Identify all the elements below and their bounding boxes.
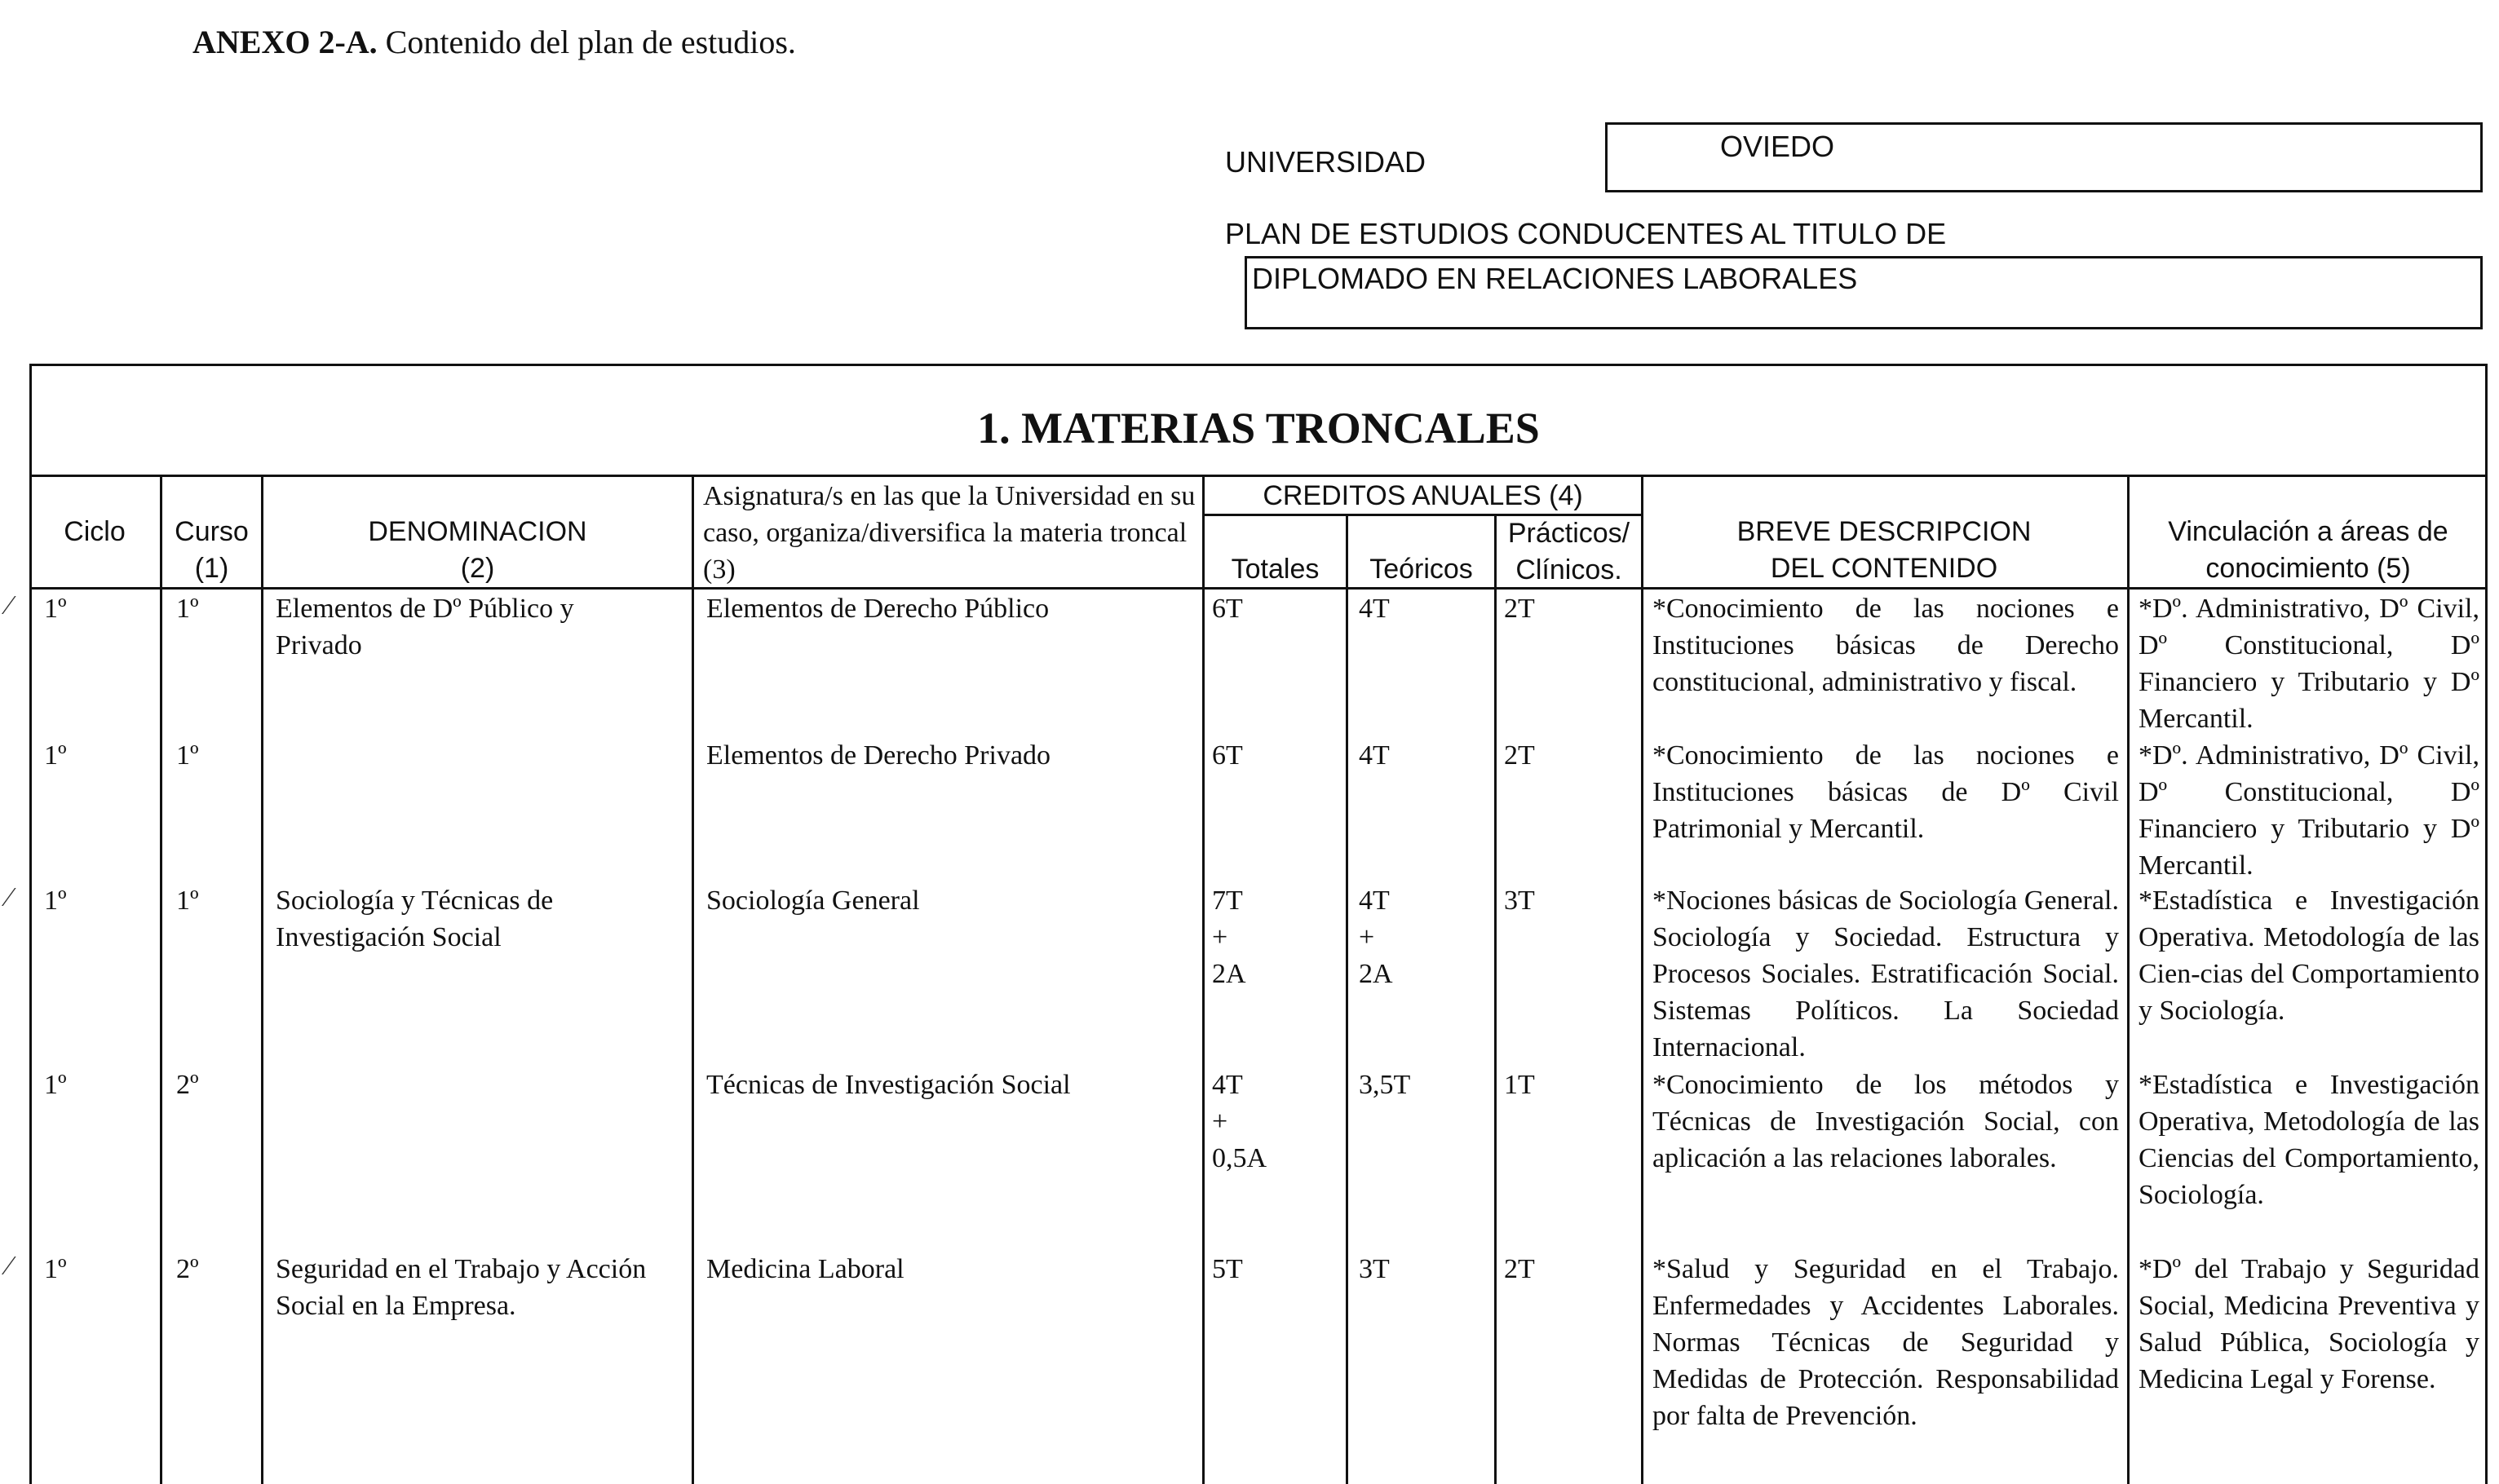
- column-rule-descripcion: [2127, 475, 2130, 1484]
- header-descripcion: BREVE DESCRIPCION DEL CONTENIDO: [1736, 516, 2032, 584]
- row5-descripcion: *Salud y Seguridad en el Trabajo. Enfermedades y Accidentes Laborales. Normas Técnicas de Seguridad y Medidas de Protección. Responsabilidad por falta de Prevención.: [1652, 1254, 2119, 1431]
- header-vinculacion: Vinculación a áreas de conocimiento (5): [2168, 516, 2448, 584]
- row2-vinculacion: *Dº. Administrativo, Dº Civil, Dº Constitucional, Dº Financiero y Tributario y Dº Mercantil.: [2139, 740, 2479, 881]
- row1-totales: 6T: [1212, 594, 1243, 624]
- column-rule-curso: [261, 475, 263, 1484]
- annex-number: ANEXO 2-A.: [192, 24, 378, 60]
- row5-totales: 5T: [1212, 1254, 1243, 1284]
- row5-teoricos: 3T: [1359, 1254, 1390, 1284]
- header-creditos-anuales: CREDITOS ANUALES (4): [1263, 480, 1583, 511]
- margin-tick-mark: ⁄: [7, 882, 11, 912]
- section-title: 1. MATERIAS TRONCALES: [977, 404, 1540, 453]
- row3-denominacion: Sociología y Técnicas de Investigación Social: [276, 886, 554, 952]
- row3-vinculacion: *Estadística e Investigación Operativa. Metodología de las Cien-cias del Comportamiento y Sociología.: [2139, 886, 2479, 1026]
- row2-descripcion: *Conocimiento de las nociones e Instituciones básicas de Dº Civil Patrimonial y Mercantil.: [1652, 740, 2119, 844]
- header-ciclo: Ciclo: [64, 516, 126, 547]
- column-rule-teoricos: [1494, 514, 1497, 1484]
- row2-teoricos: 4T: [1359, 740, 1390, 771]
- header-curso-note: (1): [194, 553, 229, 584]
- row4-teoricos: 3,5T: [1359, 1070, 1411, 1100]
- column-rule-denominacion: [692, 475, 694, 1484]
- row3-teoricos: 4T + 2A: [1359, 886, 1393, 989]
- row4-practicos: 1T: [1504, 1070, 1535, 1100]
- header-practicos: Prácticos/ Clínicos.: [1507, 518, 1630, 585]
- annex-title: Contenido del plan de estudios.: [385, 24, 796, 60]
- row5-ciclo: 1º: [44, 1254, 67, 1284]
- row3-ciclo: 1º: [44, 886, 67, 916]
- column-rule-totales: [1346, 514, 1348, 1484]
- row1-ciclo: 1º: [44, 594, 67, 624]
- row2-practicos: 2T: [1504, 740, 1535, 771]
- row1-asignatura: Elementos de Derecho Público: [706, 594, 1050, 624]
- column-rule-ciclo: [160, 475, 162, 1484]
- university-label: UNIVERSIDAD: [1225, 145, 1426, 179]
- row3-curso: 1º: [176, 886, 199, 916]
- university-field: [1605, 122, 2483, 192]
- row5-curso: 2º: [176, 1254, 199, 1284]
- row3-totales: 7T + 2A: [1212, 886, 1246, 989]
- row1-curso: 1º: [176, 594, 199, 624]
- row2-ciclo: 1º: [44, 740, 67, 771]
- row1-denominacion: Elementos de Dº Público y Privado: [276, 594, 574, 660]
- row1-descripcion: *Conocimiento de las nociones e Instituciones básicas de Derecho constitucional, administrativo y fiscal.: [1652, 594, 2119, 697]
- row5-vinculacion: *Dº del Trabajo y Seguridad Social, Medicina Preventiva y Salud Pública, Sociología y Medicina Legal y Forense.: [2139, 1254, 2479, 1394]
- row4-asignatura: Técnicas de Investigación Social: [706, 1070, 1071, 1100]
- row1-teoricos: 4T: [1359, 594, 1390, 624]
- row3-practicos: 3T: [1504, 886, 1535, 916]
- row4-curso: 2º: [176, 1070, 199, 1100]
- column-rule-creditos: [1641, 475, 1643, 1484]
- plan-title-field: [1245, 256, 2483, 329]
- row3-descripcion: *Nociones básicas de Sociología General. Sociología y Sociedad. Estructura y Procesos Sociales. Estratificación Social. Sistemas Políticos. La Sociedad Internacional.: [1652, 886, 2119, 1062]
- header-curso: Curso: [175, 516, 249, 547]
- row2-asignatura: Elementos de Derecho Privado: [706, 740, 1051, 771]
- header-totales: Totales: [1231, 554, 1320, 585]
- header-denominacion-note: (2): [460, 553, 495, 584]
- column-rule-asignatura: [1202, 475, 1205, 1484]
- plan-title-value: DIPLOMADO EN RELACIONES LABORALES: [1252, 262, 1858, 295]
- university-value: OVIEDO: [1720, 130, 1835, 163]
- header-top-rule: [29, 475, 2488, 477]
- header-teoricos: Teóricos: [1369, 554, 1473, 585]
- row2-curso: 1º: [176, 740, 199, 771]
- row3-asignatura: Sociología General: [706, 886, 920, 916]
- row4-totales: 4T + 0,5A: [1212, 1070, 1267, 1173]
- header-denominacion: DENOMINACION: [368, 516, 587, 547]
- row1-vinculacion: *Dº. Administrativo, Dº Civil, Dº Constitucional, Dº Financiero y Tributario y Dº Mercantil.: [2139, 594, 2479, 734]
- row4-descripcion: *Conocimiento de los métodos y Técnicas de Investigación Social, con aplicación a las relaciones laborales.: [1652, 1070, 2119, 1173]
- row5-asignatura: Medicina Laboral: [706, 1254, 905, 1284]
- plan-label: PLAN DE ESTUDIOS CONDUCENTES AL TITULO DE: [1225, 217, 1947, 250]
- margin-tick-mark: ⁄: [7, 1251, 11, 1281]
- row1-practicos: 2T: [1504, 594, 1535, 624]
- row5-denominacion: Seguridad en el Trabajo y Acción Social en la Empresa.: [276, 1254, 647, 1321]
- row2-totales: 6T: [1212, 740, 1243, 771]
- row5-practicos: 2T: [1504, 1254, 1535, 1284]
- row4-ciclo: 1º: [44, 1070, 67, 1100]
- header-asignaturas: Asignatura/s en las que la Universidad en su caso, organiza/diversifica la materia troncal (3): [703, 481, 1196, 585]
- annex-heading: [192, 23, 796, 61]
- row4-vinculacion: *Estadística e Investigación Operativa, Metodología de las Ciencias del Comportamiento, Sociología.: [2139, 1070, 2479, 1210]
- margin-tick-mark: ⁄: [7, 590, 11, 621]
